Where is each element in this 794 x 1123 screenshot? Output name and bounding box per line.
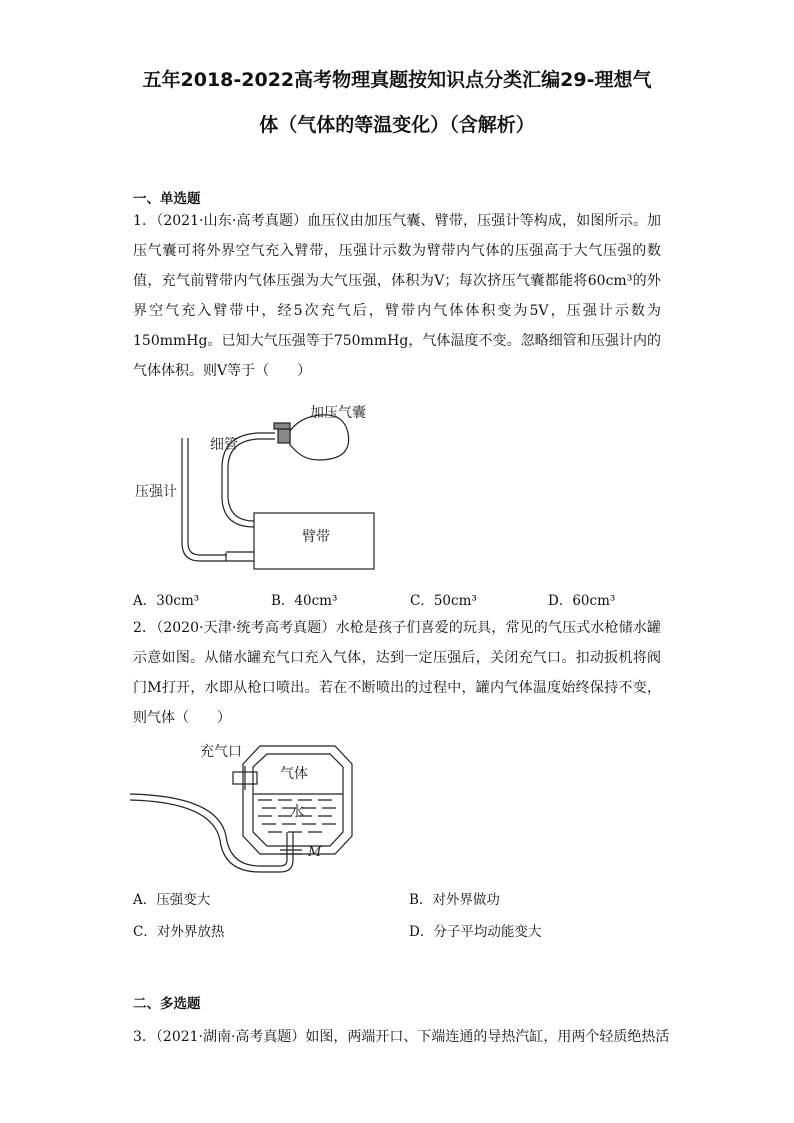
hose: [130, 794, 260, 866]
document-title-line1: 五年2018-2022高考物理真题按知识点分类汇编29-理想气: [142, 69, 652, 91]
outlet-pipe: [260, 832, 287, 866]
question-3-text: 3．（2021·湖南·高考真题）如图，两端开口、下端连通的导热汽缸，用两个轻质绝热活: [133, 1029, 670, 1045]
valve-label: M: [308, 845, 322, 860]
gas-label: 气体: [280, 766, 308, 782]
gauge-label: 压强计: [135, 484, 177, 500]
inlet-label: 充气口: [200, 744, 242, 760]
question-1-text: 1．（2021·山东·高考真题）血压仪由加压气囊、臂带，压强计等构成，如图所示。加压气囊可将外界空气充入臂带，压强计示数为臂带内气体的压强高于大气压强的数值，充气前臂带内气体压强为大气压强，体积为V；每次挤压气囊都能将60cm³的外界空气充入臂带中，经5次充气后，臂带内气体体积变为5V，压强计示数为150mmHg。已知大气压强等于750mmHg，气体温度不变。忽略细管和压强计内的气体体积。则V等于（ ）: [133, 213, 661, 379]
bulb-shape: [290, 415, 349, 460]
q1-option-b[interactable]: B．40cm³: [271, 593, 338, 609]
section-heading-multi-choice: 二、多选题: [133, 996, 201, 1012]
water-gun-figure: [130, 736, 370, 876]
section-heading-single-choice: 一、单选题: [133, 191, 201, 207]
manometer-inner: [188, 438, 226, 555]
blood-pressure-figure: [130, 393, 390, 573]
q2-option-b[interactable]: B．对外界做功: [409, 892, 500, 908]
question-2-text: 2．（2020·天津·统考高考真题）水枪是孩子们喜爱的玩具，常见的气压式水枪储水罐示意如图。从储水罐充气口充入气体，达到一定压强后，关闭充气口。扣动扳机将阀门M打开，水即从枪口喷出。若在不断喷出的过程中，罐内气体温度始终保持不变，则气体（ ）: [133, 620, 661, 726]
cuff-label: 臂带: [302, 529, 330, 545]
q2-option-a[interactable]: A．压强变大: [133, 892, 211, 908]
q1-option-a[interactable]: A．30cm³: [133, 593, 200, 609]
q1-option-d[interactable]: D．60cm³: [548, 593, 616, 609]
q1-option-c[interactable]: C．50cm³: [410, 593, 477, 609]
tube-label: 细管: [210, 437, 238, 453]
q2-option-d[interactable]: D．分子平均动能变大: [409, 924, 542, 940]
water-label: 水: [290, 804, 304, 820]
bulb-label: 加压气囊: [310, 405, 366, 421]
document-title-line2: 体（气体的等温变化）（含解析）: [259, 114, 535, 136]
manometer-outer: [182, 438, 226, 561]
q2-option-c[interactable]: C．对外界放热: [133, 924, 225, 940]
